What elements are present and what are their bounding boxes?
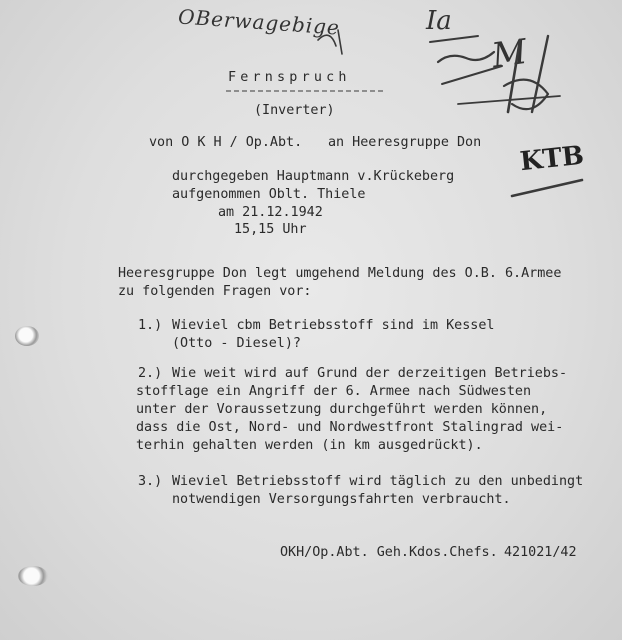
question-line: Wieviel cbm Betriebsstoff sind im Kessel (172, 318, 495, 333)
handwritten-stroke (318, 30, 342, 54)
document-title: Fernspruch (228, 70, 351, 85)
question-line: terhin gehalten werden (in km ausgedrückt). (136, 438, 483, 453)
reference-line: OKH/Op.Abt. Geh.Kdos.Chefs. (280, 545, 498, 560)
document-subtitle: (Inverter) (254, 103, 335, 118)
handwritten-initials: M (489, 31, 530, 77)
transmitted-by: durchgegeben Hauptmann v.Krückeberg (172, 169, 455, 184)
handwritten-stroke (438, 52, 494, 62)
question-number: 1.) (138, 318, 163, 333)
question-line: notwendigen Versorgungsfahrten verbraucht. (172, 492, 511, 507)
received-by: aufgenommen Oblt. Thiele (172, 187, 366, 202)
handwritten-ktb-mark: KTB (518, 140, 586, 178)
handwritten-stroke (512, 180, 582, 196)
reference-number: 421021/42 (504, 545, 577, 560)
intro-line: zu folgenden Fragen vor: (118, 284, 312, 299)
question-line: unter der Voraussetzung durchgeführt werden können, (136, 402, 548, 417)
handwritten-note-top-left: OBerwagebige (177, 4, 341, 40)
intro-line: Heeresgruppe Don legt umgehend Meldung des O.B. 6.Armee (118, 266, 562, 281)
question-line: Wieviel Betriebsstoff wird täglich zu den unbedingt (172, 474, 584, 489)
sender-line: von O K H / Op.Abt. (149, 135, 303, 150)
question-line: Wie weit wird auf Grund der derzeitigen Betriebs- (172, 366, 568, 381)
question-line: (Otto - Diesel)? (172, 336, 301, 351)
handwritten-stroke (430, 36, 478, 42)
recipient-line: an Heeresgruppe Don (328, 135, 482, 150)
question-number: 3.) (138, 474, 163, 489)
handwritten-stroke (508, 40, 520, 112)
question-line: dass die Ost, Nord- und Nordwestfront Stalingrad wei- (136, 420, 564, 435)
handwritten-stroke (442, 66, 502, 84)
handwritten-stroke (532, 36, 548, 112)
date-line: am 21.12.1942 (218, 205, 323, 220)
question-number: 2.) (138, 366, 163, 381)
time-line: 15,15 Uhr (234, 222, 307, 237)
handwritten-ia-mark: Ia (426, 6, 452, 36)
question-line: stofflage ein Angriff der 6. Armee nach Südwesten (136, 384, 532, 399)
